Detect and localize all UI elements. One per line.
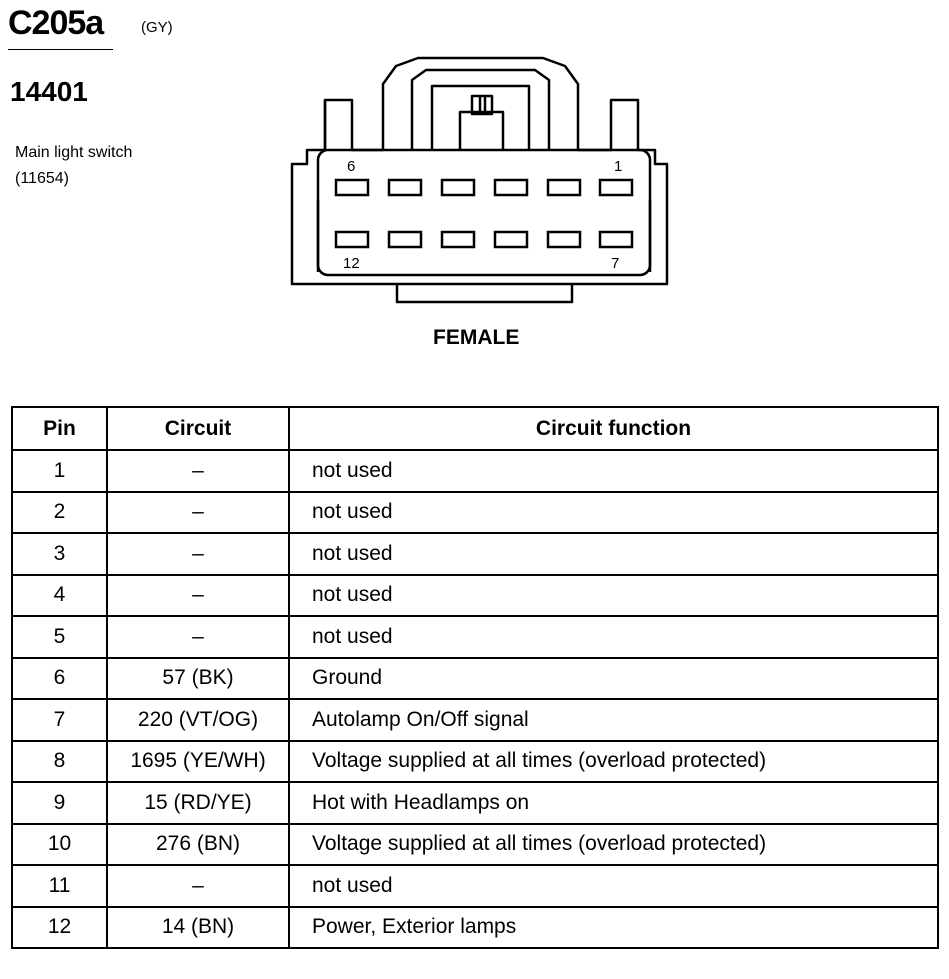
cell-pin: 8 — [12, 741, 107, 783]
pin-cavity-7 — [600, 232, 632, 247]
cell-circuit-function: not used — [289, 533, 938, 575]
table-row — [12, 824, 938, 866]
table-row — [12, 782, 938, 824]
cell-circuit: 57 (BK) — [107, 658, 289, 700]
cell-circuit-function: not used — [289, 492, 938, 534]
table-row — [12, 492, 938, 534]
cell-pin: 5 — [12, 616, 107, 658]
cell-pin: 10 — [12, 824, 107, 866]
cell-circuit-function: Voltage supplied at all times (overload protected) — [289, 741, 938, 783]
cell-circuit: 276 (BN) — [107, 824, 289, 866]
connector-gender-label: FEMALE — [433, 326, 520, 349]
cell-circuit: – — [107, 865, 289, 907]
cell-circuit: 14 (BN) — [107, 907, 289, 949]
cell-circuit: 1695 (YE/WH) — [107, 741, 289, 783]
pin-cavity-6 — [336, 180, 368, 195]
cell-pin: 9 — [12, 782, 107, 824]
pin-label-top-left: 6 — [347, 158, 356, 175]
pin-label-top-right: 1 — [614, 158, 623, 175]
cell-circuit-function: not used — [289, 575, 938, 617]
pin-cavity-9 — [495, 232, 527, 247]
cell-circuit: – — [107, 492, 289, 534]
pin-cavity-8 — [548, 232, 580, 247]
connector-color: (GY) — [141, 19, 173, 36]
component-name: Main light switch — [15, 144, 133, 161]
pin-cavity-1 — [600, 180, 632, 195]
pin-cavity-12 — [336, 232, 368, 247]
pin-cavity-3 — [495, 180, 527, 195]
table-row — [12, 658, 938, 700]
cell-circuit: – — [107, 575, 289, 617]
cell-pin: 12 — [12, 907, 107, 949]
table-row — [12, 616, 938, 658]
cell-circuit: – — [107, 450, 289, 492]
cell-pin: 1 — [12, 450, 107, 492]
cell-circuit-function: Autolamp On/Off signal — [289, 699, 938, 741]
cell-circuit-function: not used — [289, 865, 938, 907]
connector-id: C205a — [8, 4, 104, 42]
component-code: (11654) — [15, 170, 69, 187]
table-row — [12, 533, 938, 575]
table-row — [12, 907, 938, 949]
cell-pin: 4 — [12, 575, 107, 617]
cell-circuit-function: not used — [289, 616, 938, 658]
cell-circuit: 220 (VT/OG) — [107, 699, 289, 741]
pin-cavity-11 — [389, 232, 421, 247]
header-pin: Pin — [12, 407, 107, 450]
connector-key — [397, 284, 572, 302]
cell-circuit: – — [107, 533, 289, 575]
connector-cavity — [318, 150, 650, 275]
table-row — [12, 450, 938, 492]
pinout-table — [11, 406, 939, 949]
cell-circuit-function: Ground — [289, 658, 938, 700]
cell-pin: 2 — [12, 492, 107, 534]
header-circuit: Circuit — [107, 407, 289, 450]
pin-label-bottom-left: 12 — [343, 255, 360, 272]
table-row — [12, 865, 938, 907]
cell-pin: 6 — [12, 658, 107, 700]
table-row — [12, 575, 938, 617]
table-header-row — [12, 407, 938, 450]
cell-circuit: – — [107, 616, 289, 658]
cell-circuit-function: not used — [289, 450, 938, 492]
pin-cavity-4 — [442, 180, 474, 195]
table-row — [12, 741, 938, 783]
cell-circuit-function: Hot with Headlamps on — [289, 782, 938, 824]
pin-cavity-5 — [389, 180, 421, 195]
cell-circuit-function: Power, Exterior lamps — [289, 907, 938, 949]
cell-circuit-function: Voltage supplied at all times (overload protected) — [289, 824, 938, 866]
header-circuit-function: Circuit function — [289, 407, 938, 450]
cell-pin: 11 — [12, 865, 107, 907]
pin-cavity-10 — [442, 232, 474, 247]
cell-pin: 3 — [12, 533, 107, 575]
pin-cavity-2 — [548, 180, 580, 195]
cell-pin: 7 — [12, 699, 107, 741]
part-number: 14401 — [10, 76, 88, 107]
pin-label-bottom-right: 7 — [611, 255, 620, 272]
table-row — [12, 699, 938, 741]
cell-circuit: 15 (RD/YE) — [107, 782, 289, 824]
